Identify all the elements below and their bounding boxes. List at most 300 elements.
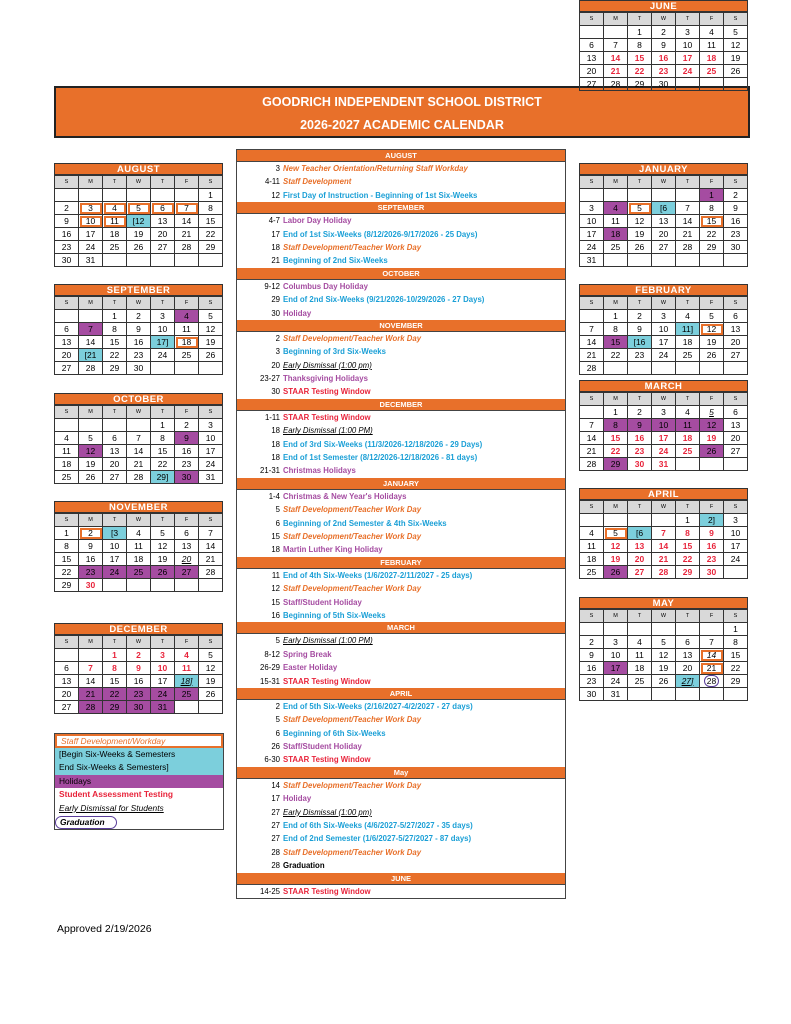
weekday-header: W: [652, 501, 676, 514]
month-title: AUGUST: [54, 163, 223, 175]
day-cell: 18: [103, 228, 127, 241]
day-cell: 13: [55, 336, 79, 349]
weekday-header: T: [676, 393, 700, 406]
weekday-header: F: [175, 636, 199, 649]
day-cell: [199, 701, 223, 714]
day-cell: 26: [151, 566, 175, 579]
day-cell: 12: [151, 540, 175, 553]
day-cell: 5: [199, 649, 223, 662]
day-cell: 30: [127, 701, 151, 714]
day-cell: 28: [79, 701, 103, 714]
day-cell: [604, 362, 628, 375]
event-section-header: SEPTEMBER: [237, 202, 565, 214]
day-cell: 7: [175, 202, 199, 215]
legend-item: [Begin Six-Weeks & Semesters: [55, 748, 223, 762]
day-cell: 18: [580, 553, 604, 566]
day-cell: [700, 458, 724, 471]
event-date: 4-11: [264, 177, 280, 187]
day-cell: [127, 419, 151, 432]
weekday-header: S: [724, 176, 748, 189]
event-text: Columbus Day Holiday: [283, 281, 368, 291]
event-row: [237, 596, 565, 609]
day-cell: [628, 688, 652, 701]
day-cell: 12: [604, 540, 628, 553]
day-cell: 8: [103, 323, 127, 336]
day-cell: [199, 362, 223, 375]
month-title: JANUARY: [579, 163, 748, 175]
event-section-header: APRIL: [237, 688, 565, 700]
day-cell: 10: [652, 323, 676, 336]
event-row: [237, 846, 565, 859]
day-cell: 30: [724, 241, 748, 254]
day-cell: 23: [652, 65, 676, 78]
day-cell: 17: [604, 662, 628, 675]
day-cell: 14: [79, 336, 103, 349]
day-cell: [724, 566, 748, 579]
day-cell: 15: [604, 432, 628, 445]
event-text: Beginning of 5th Six-Weeks: [283, 610, 386, 620]
day-cell: 31: [199, 471, 223, 484]
weekday-header: S: [724, 393, 748, 406]
day-cell: 8: [628, 39, 652, 52]
day-cell: 18: [175, 336, 199, 349]
day-cell: 25: [700, 65, 724, 78]
day-cell: [55, 649, 79, 662]
day-cell: 31: [580, 254, 604, 267]
weekday-header: T: [151, 406, 175, 419]
day-cell: 23: [55, 241, 79, 254]
day-cell: 23: [628, 349, 652, 362]
day-cell: 29]: [151, 471, 175, 484]
day-cell: 1: [724, 623, 748, 636]
month-title: FEBRUARY: [579, 284, 748, 296]
day-cell: 27: [724, 349, 748, 362]
day-cell: [55, 189, 79, 202]
day-cell: 11: [628, 649, 652, 662]
day-cell: 9: [55, 215, 79, 228]
day-cell: 13: [724, 323, 748, 336]
day-cell: 14: [127, 445, 151, 458]
day-cell: 29: [700, 241, 724, 254]
day-cell: 27: [580, 78, 604, 91]
day-cell: 16: [127, 675, 151, 688]
event-row: [237, 424, 565, 437]
event-text: Labor Day Holiday: [283, 216, 352, 226]
day-cell: 15: [604, 336, 628, 349]
event-text: Early Dismissal (1:00 pm): [283, 360, 372, 370]
event-date: 30: [271, 387, 280, 397]
weekday-header: T: [151, 636, 175, 649]
event-text: Early Dismissal (1:00 PM): [283, 426, 373, 436]
day-cell: [676, 362, 700, 375]
event-row: [237, 675, 565, 688]
day-cell: [652, 514, 676, 527]
day-cell: 25: [676, 349, 700, 362]
day-cell: 5: [199, 310, 223, 323]
weekday-header: T: [151, 514, 175, 527]
day-cell: [12: [127, 215, 151, 228]
day-cell: 14: [700, 649, 724, 662]
event-date: 15-31: [260, 676, 280, 686]
event-date: 28: [271, 861, 280, 871]
event-row: [237, 569, 565, 582]
day-cell: 22: [724, 662, 748, 675]
event-row: [237, 385, 565, 398]
day-cell: 16: [175, 445, 199, 458]
weekday-header: W: [652, 297, 676, 310]
day-cell: 12: [724, 39, 748, 52]
day-cell: [628, 623, 652, 636]
event-text: Beginning of 3rd Six-Weeks: [283, 347, 386, 357]
day-cell: 18: [55, 458, 79, 471]
event-row: [237, 779, 565, 792]
day-cell: 23: [79, 566, 103, 579]
day-cell: 16: [127, 336, 151, 349]
day-cell: 4: [628, 636, 652, 649]
weekday-header: T: [103, 176, 127, 189]
day-cell: 6: [55, 323, 79, 336]
day-cell: 13: [151, 215, 175, 228]
day-cell: 2: [175, 419, 199, 432]
day-cell: 23: [175, 458, 199, 471]
weekday-header: T: [676, 176, 700, 189]
event-row: [237, 189, 565, 202]
weekday-header: T: [628, 393, 652, 406]
day-cell: 29: [604, 458, 628, 471]
day-cell: 6: [103, 432, 127, 445]
event-text: Holiday: [283, 794, 312, 804]
day-cell: 12: [199, 323, 223, 336]
day-cell: [103, 189, 127, 202]
day-cell: 5: [127, 202, 151, 215]
day-cell: 3: [676, 26, 700, 39]
day-cell: [700, 623, 724, 636]
day-cell: 1: [103, 649, 127, 662]
day-cell: 22: [103, 688, 127, 701]
weekday-header: F: [700, 297, 724, 310]
day-cell: 17: [724, 540, 748, 553]
event-row: [237, 345, 565, 358]
day-cell: 9: [628, 323, 652, 336]
event-text: Spring Break: [283, 649, 332, 659]
month-june: [579, 0, 748, 91]
day-cell: 15: [103, 675, 127, 688]
weekday-header: M: [604, 610, 628, 623]
weekday-header: T: [676, 501, 700, 514]
day-cell: 3: [652, 406, 676, 419]
day-cell: 27: [724, 445, 748, 458]
day-cell: 19: [700, 432, 724, 445]
day-cell: 21: [127, 458, 151, 471]
day-cell: [151, 579, 175, 592]
day-cell: 7: [127, 432, 151, 445]
day-cell: 2: [79, 527, 103, 540]
day-cell: 1: [676, 514, 700, 527]
weekday-header: T: [628, 297, 652, 310]
event-date: 14-25: [260, 886, 280, 896]
day-cell: [3: [103, 527, 127, 540]
day-cell: 24: [103, 566, 127, 579]
weekday-header: M: [604, 13, 628, 26]
event-date: 21-31: [260, 466, 280, 476]
day-cell: 15: [151, 445, 175, 458]
day-cell: 15: [628, 52, 652, 65]
day-cell: 8: [199, 202, 223, 215]
weekday-header: S: [55, 636, 79, 649]
event-date: 26-29: [260, 663, 280, 673]
month-september: [54, 284, 223, 375]
weekday-header: M: [604, 393, 628, 406]
event-text: Staff/Student Holiday: [283, 742, 362, 752]
event-date: 18: [271, 545, 280, 555]
day-cell: 21: [79, 688, 103, 701]
day-cell: 27: [55, 362, 79, 375]
day-cell: 11: [55, 445, 79, 458]
weekday-header: M: [79, 176, 103, 189]
day-cell: 20: [628, 553, 652, 566]
event-text: Staff Development/Teacher Work Day: [283, 505, 422, 515]
day-cell: 31: [652, 458, 676, 471]
event-section-header: MARCH: [237, 622, 565, 634]
day-cell: 4: [700, 26, 724, 39]
weekday-header: M: [79, 636, 103, 649]
day-cell: 21: [604, 65, 628, 78]
day-cell: 3: [151, 649, 175, 662]
event-row: [237, 517, 565, 530]
day-cell: 21: [652, 553, 676, 566]
day-cell: 16: [700, 540, 724, 553]
event-row: [237, 753, 565, 766]
event-date: 3: [275, 164, 280, 173]
weekday-header: M: [604, 297, 628, 310]
day-cell: 9: [175, 432, 199, 445]
day-cell: 28: [652, 566, 676, 579]
day-cell: 1: [604, 310, 628, 323]
day-cell: [628, 362, 652, 375]
day-cell: 19: [724, 52, 748, 65]
day-cell: 30: [55, 254, 79, 267]
day-cell: 26: [628, 241, 652, 254]
weekday-header: F: [175, 176, 199, 189]
day-cell: 11: [580, 540, 604, 553]
day-cell: 18: [127, 553, 151, 566]
day-cell: 25: [127, 566, 151, 579]
day-cell: 25: [175, 688, 199, 701]
event-row: [237, 806, 565, 819]
event-row: [237, 332, 565, 345]
day-cell: 29: [676, 566, 700, 579]
day-cell: [700, 78, 724, 91]
day-cell: 6: [724, 406, 748, 419]
day-cell: 5: [652, 636, 676, 649]
day-cell: [151, 362, 175, 375]
weekday-header: F: [175, 406, 199, 419]
district-name: GOODRICH INDEPENDENT SCHOOL DISTRICT: [262, 95, 542, 109]
day-cell: 22: [604, 349, 628, 362]
event-row: [237, 503, 565, 516]
event-date: 5: [275, 505, 280, 515]
day-cell: 24: [604, 675, 628, 688]
event-date: 28: [271, 847, 280, 857]
day-cell: 13: [55, 675, 79, 688]
weekday-header: F: [175, 297, 199, 310]
day-cell: 14: [580, 432, 604, 445]
day-cell: [652, 189, 676, 202]
day-cell: [580, 189, 604, 202]
day-cell: 19: [199, 336, 223, 349]
day-cell: 30: [580, 688, 604, 701]
day-cell: 14: [199, 540, 223, 553]
day-cell: 17: [652, 336, 676, 349]
day-cell: 27: [175, 566, 199, 579]
day-cell: [580, 310, 604, 323]
weekday-header: T: [628, 13, 652, 26]
weekday-header: T: [151, 176, 175, 189]
day-cell: 2: [628, 406, 652, 419]
event-text: Beginning of 2nd Six-Weeks: [283, 256, 388, 266]
day-cell: [628, 254, 652, 267]
event-date: 12: [271, 584, 280, 594]
day-cell: 9: [127, 662, 151, 675]
day-cell: 26: [724, 65, 748, 78]
event-date: 15: [271, 597, 280, 607]
day-cell: 2: [724, 189, 748, 202]
event-row: [237, 648, 565, 661]
event-row: [237, 228, 565, 241]
day-cell: 7: [79, 662, 103, 675]
weekday-header: S: [199, 636, 223, 649]
day-cell: [103, 254, 127, 267]
day-cell: 13: [175, 540, 199, 553]
day-cell: 29: [199, 241, 223, 254]
event-text: STAAR Testing Window: [283, 886, 371, 896]
event-text: End of 6th Six-Weeks (4/6/2027-5/27/2027 - 35 days): [283, 821, 473, 831]
day-cell: [151, 189, 175, 202]
day-cell: [175, 701, 199, 714]
day-cell: [676, 189, 700, 202]
event-section-header: OCTOBER: [237, 268, 565, 280]
event-text: Staff Development/Teacher Work Day: [283, 847, 422, 857]
event-row: [237, 280, 565, 293]
event-text: Holiday: [283, 308, 312, 318]
day-cell: 6: [175, 527, 199, 540]
event-row: [237, 832, 565, 845]
day-cell: 3: [199, 419, 223, 432]
month-title: MAY: [579, 597, 748, 609]
day-cell: 20: [652, 228, 676, 241]
day-cell: 4: [127, 527, 151, 540]
day-cell: 20: [175, 553, 199, 566]
day-cell: 12: [652, 649, 676, 662]
day-cell: [199, 579, 223, 592]
day-cell: 13: [580, 52, 604, 65]
day-cell: 16: [79, 553, 103, 566]
day-cell: 10: [79, 215, 103, 228]
day-cell: [580, 26, 604, 39]
weekday-header: S: [724, 297, 748, 310]
day-cell: 4: [175, 649, 199, 662]
day-cell: 1: [700, 189, 724, 202]
day-cell: 4: [676, 406, 700, 419]
weekday-header: S: [580, 610, 604, 623]
weekday-header: F: [700, 176, 724, 189]
weekday-header: S: [199, 297, 223, 310]
day-cell: 24: [151, 688, 175, 701]
weekday-header: W: [652, 610, 676, 623]
event-row: [237, 490, 565, 503]
weekday-header: T: [103, 297, 127, 310]
event-section-header: JANUARY: [237, 478, 565, 490]
day-cell: 21: [580, 445, 604, 458]
calendar-title: 2026-2027 ACADEMIC CALENDAR: [300, 118, 504, 132]
day-cell: 30: [652, 78, 676, 91]
day-cell: 24: [652, 349, 676, 362]
event-row: [237, 859, 565, 872]
day-cell: [580, 623, 604, 636]
day-cell: 16: [628, 432, 652, 445]
weekday-header: W: [652, 13, 676, 26]
day-cell: 27: [151, 241, 175, 254]
event-row: [237, 214, 565, 227]
day-cell: [628, 514, 652, 527]
day-cell: 7: [604, 39, 628, 52]
day-cell: 25: [175, 349, 199, 362]
event-row: [237, 307, 565, 320]
day-cell: 5: [628, 202, 652, 215]
day-cell: 17: [199, 445, 223, 458]
day-cell: 5: [700, 406, 724, 419]
day-cell: [700, 675, 724, 688]
weekday-header: T: [103, 636, 127, 649]
weekday-header: S: [724, 610, 748, 623]
event-text: End of 4th Six-Weeks (1/6/2027-2/11/2027 - 25 days): [283, 570, 473, 580]
day-cell: [580, 406, 604, 419]
day-cell: 21: [676, 228, 700, 241]
event-text: Staff Development/Teacher Work Day: [283, 242, 422, 252]
month-april: [579, 488, 748, 579]
legend-item: Early Dismissal for Students: [59, 802, 164, 813]
day-cell: 4: [676, 310, 700, 323]
day-cell: 28: [175, 241, 199, 254]
day-cell: 31: [79, 254, 103, 267]
day-cell: 11: [604, 215, 628, 228]
day-cell: [724, 254, 748, 267]
event-date: 2: [275, 701, 280, 711]
event-text: Graduation: [283, 861, 325, 871]
event-row: [237, 740, 565, 753]
day-cell: [79, 649, 103, 662]
day-cell: 4: [604, 202, 628, 215]
day-cell: 17: [103, 553, 127, 566]
day-cell: 27: [103, 471, 127, 484]
event-date: 17: [271, 794, 280, 804]
event-row: [237, 254, 565, 267]
event-date: 3: [275, 347, 280, 357]
day-cell: 20: [103, 458, 127, 471]
event-row: [237, 241, 565, 254]
day-cell: [175, 189, 199, 202]
event-date: 27: [271, 821, 280, 831]
event-text: STAAR Testing Window: [283, 412, 371, 422]
weekday-header: S: [199, 514, 223, 527]
day-cell: [676, 458, 700, 471]
weekday-header: T: [676, 13, 700, 26]
month-title: OCTOBER: [54, 393, 223, 405]
legend-item: Graduation: [55, 816, 117, 830]
day-cell: 25: [604, 241, 628, 254]
event-text: STAAR Testing Window: [283, 676, 371, 686]
day-cell: 28: [79, 362, 103, 375]
